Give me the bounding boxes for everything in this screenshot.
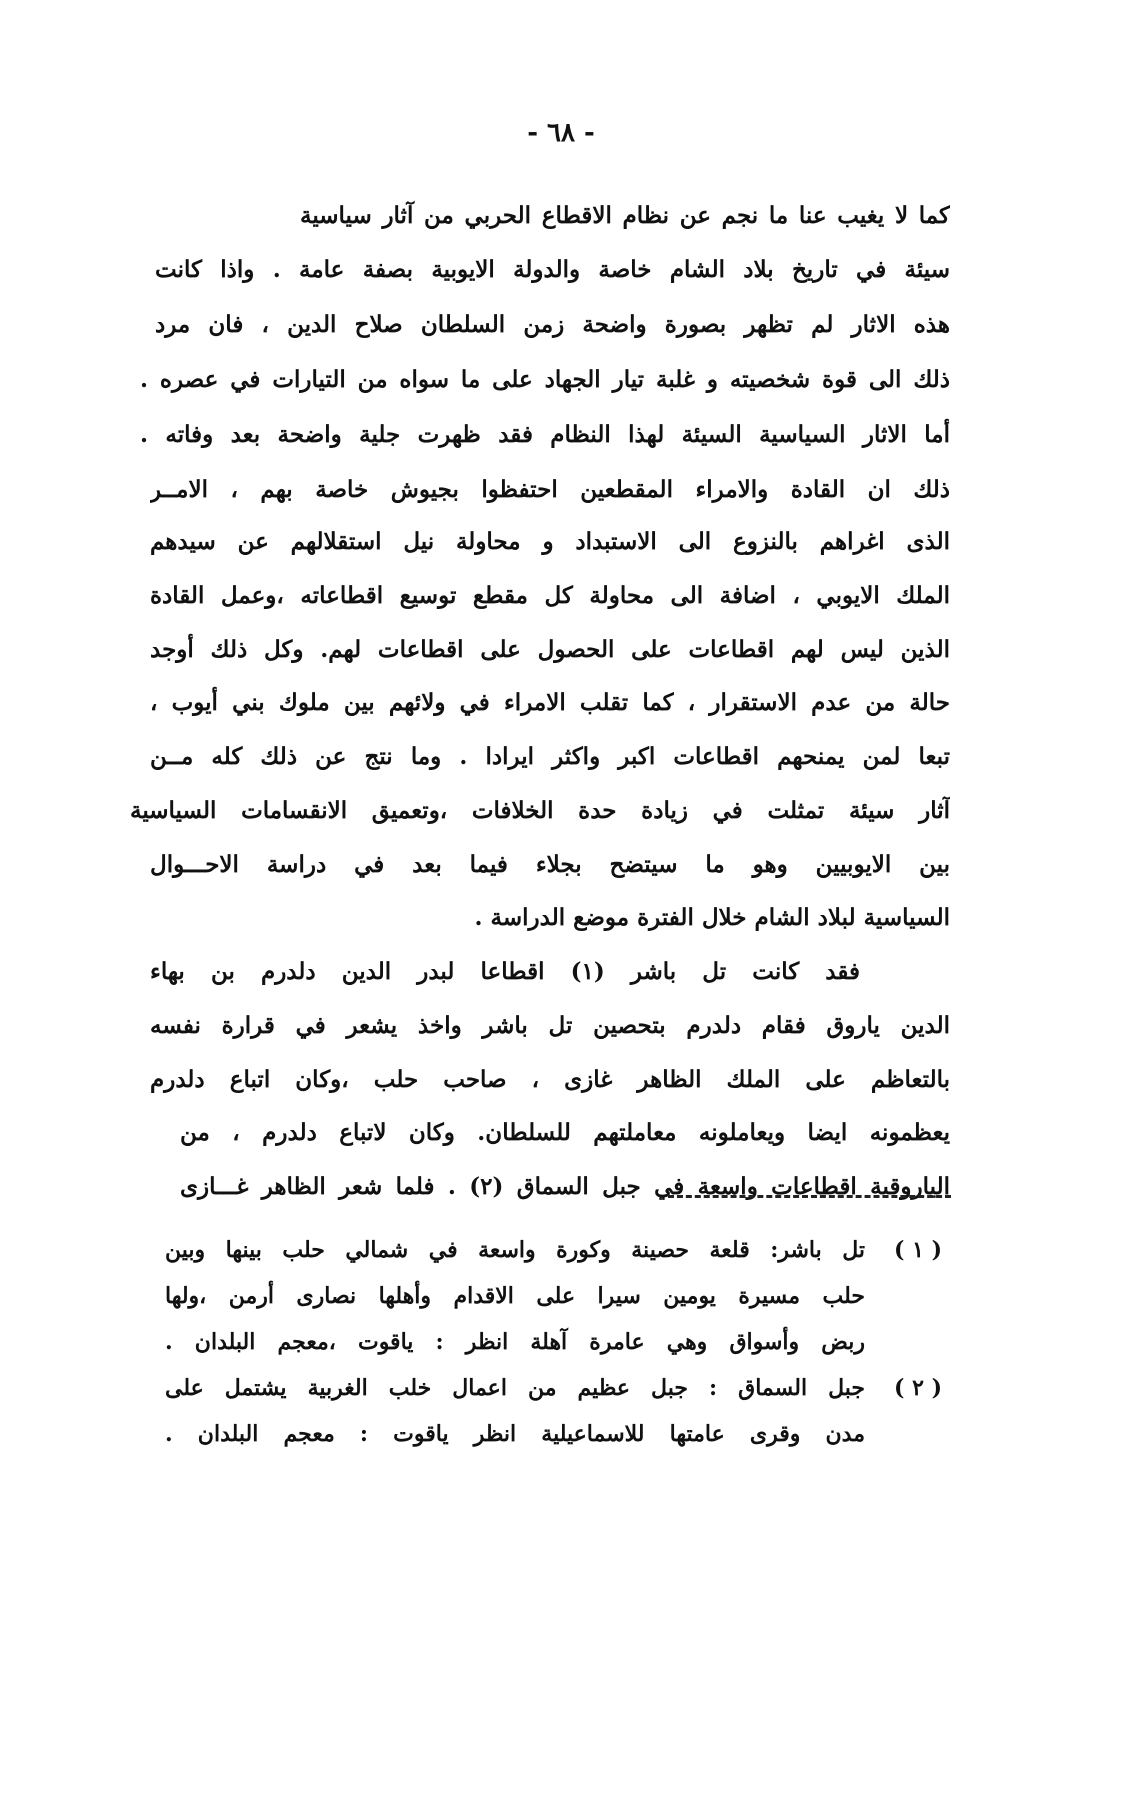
footnote-line: مدن وقرى عامتها للاسماعيلية انظر ياقوت : معجم البلدان . — [165, 1421, 865, 1447]
footnote-line: ربض وأسواق وهي عامرة آهلة انظر : ياقوت ،معجم البلدان . — [165, 1329, 865, 1355]
body-line: ذلك الى قوة شخصيته و غلبة تيار الجهاد على ما سواه من التيارات في عصره . — [140, 366, 950, 393]
body-line: الذين ليس لهم اقطاعات على الحصول على اقطاعات لهم. وكل ذلك أوجد — [150, 636, 950, 663]
body-line: بالتعاظم على الملك الظاهر غازى ، صاحب حلب ،وكان اتباع دلدرم — [150, 1066, 950, 1093]
body-line: أما الاثار السياسية السيئة لهذا النظام فقد ظهرت جلية واضحة بعد وفاته . — [140, 421, 950, 448]
body-line: ذلك ان القادة والامراء المقطعين احتفظوا بجيوش خاصة بهم ، الامــر — [150, 476, 950, 503]
body-line: سيئة في تاريخ بلاد الشام خاصة والدولة الايوبية بصفة عامة . واذا كانت — [155, 256, 950, 283]
body-line: الدين ياروق فقام دلدرم بتحصين تل باشر واخذ يشعر في قرارة نفسه — [150, 1012, 950, 1039]
body-line: يعظمونه ايضا ويعاملونه معاملتهم للسلطان. وكان لاتباع دلدرم ، من — [180, 1119, 950, 1146]
footnote-line: تل باشر: قلعة حصينة وكورة واسعة في شمالي حلب بينها وبين — [165, 1237, 865, 1263]
body-line: الملك الايوبي ، اضافة الى محاولة كل مقطع توسيع اقطاعاته ،وعمل القادة — [150, 582, 950, 609]
footnote-number: ( ١ ) — [894, 1237, 942, 1263]
body-line: بين الايوبيين وهو ما سيتضح بجلاء فيما بعد في دراسة الاحـــوال — [150, 851, 950, 878]
body-line: الذى اغراهم بالنزوع الى الاستبداد و محاولة نيل استقلالهم عن سيدهم — [150, 528, 950, 555]
footnote-separator — [668, 1195, 951, 1198]
footnote-line: جبل السماق : جبل عظيم من اعمال خلب الغربية يشتمل على — [165, 1375, 865, 1401]
body-line: حالة من عدم الاستقرار ، كما تقلب الامراء في ولائهم بين ملوك بني أيوب ، — [150, 689, 950, 716]
body-line: كما لا يغيب عنا ما نجم عن نظام الاقطاع الحربي من آثار سياسية — [300, 202, 950, 229]
body-line: هذه الاثار لم تظهر بصورة واضحة زمن السلطان صلاح الدين ، فان مرد — [155, 311, 950, 338]
body-line: تبعا لمن يمنحهم اقطاعات اكبر واكثر ايرادا . وما نتج عن ذلك كله مــن — [150, 743, 950, 770]
body-line: السياسية لبلاد الشام خلال الفترة موضع الدراسة . — [474, 904, 950, 931]
page-number: - ٦٨ - — [527, 118, 595, 148]
footnote-number: ( ٢ ) — [894, 1375, 942, 1401]
body-line: آثار سيئة تمثلت في زيادة حدة الخلافات ،وتعميق الانقسامات السياسية — [130, 797, 950, 824]
body-line: الياروقية اقطاعات واسعة في جبل السماق (٢) . فلما شعر الظاهر غـــازى — [180, 1173, 950, 1200]
footnote-line: حلب مسيرة يومين سيرا على الاقدام وأهلها نصارى أرمن ،ولها — [165, 1283, 865, 1309]
body-line: فقد كانت تل باشر (١) اقطاعا لبدر الدين دلدرم بن بهاء — [150, 958, 860, 985]
